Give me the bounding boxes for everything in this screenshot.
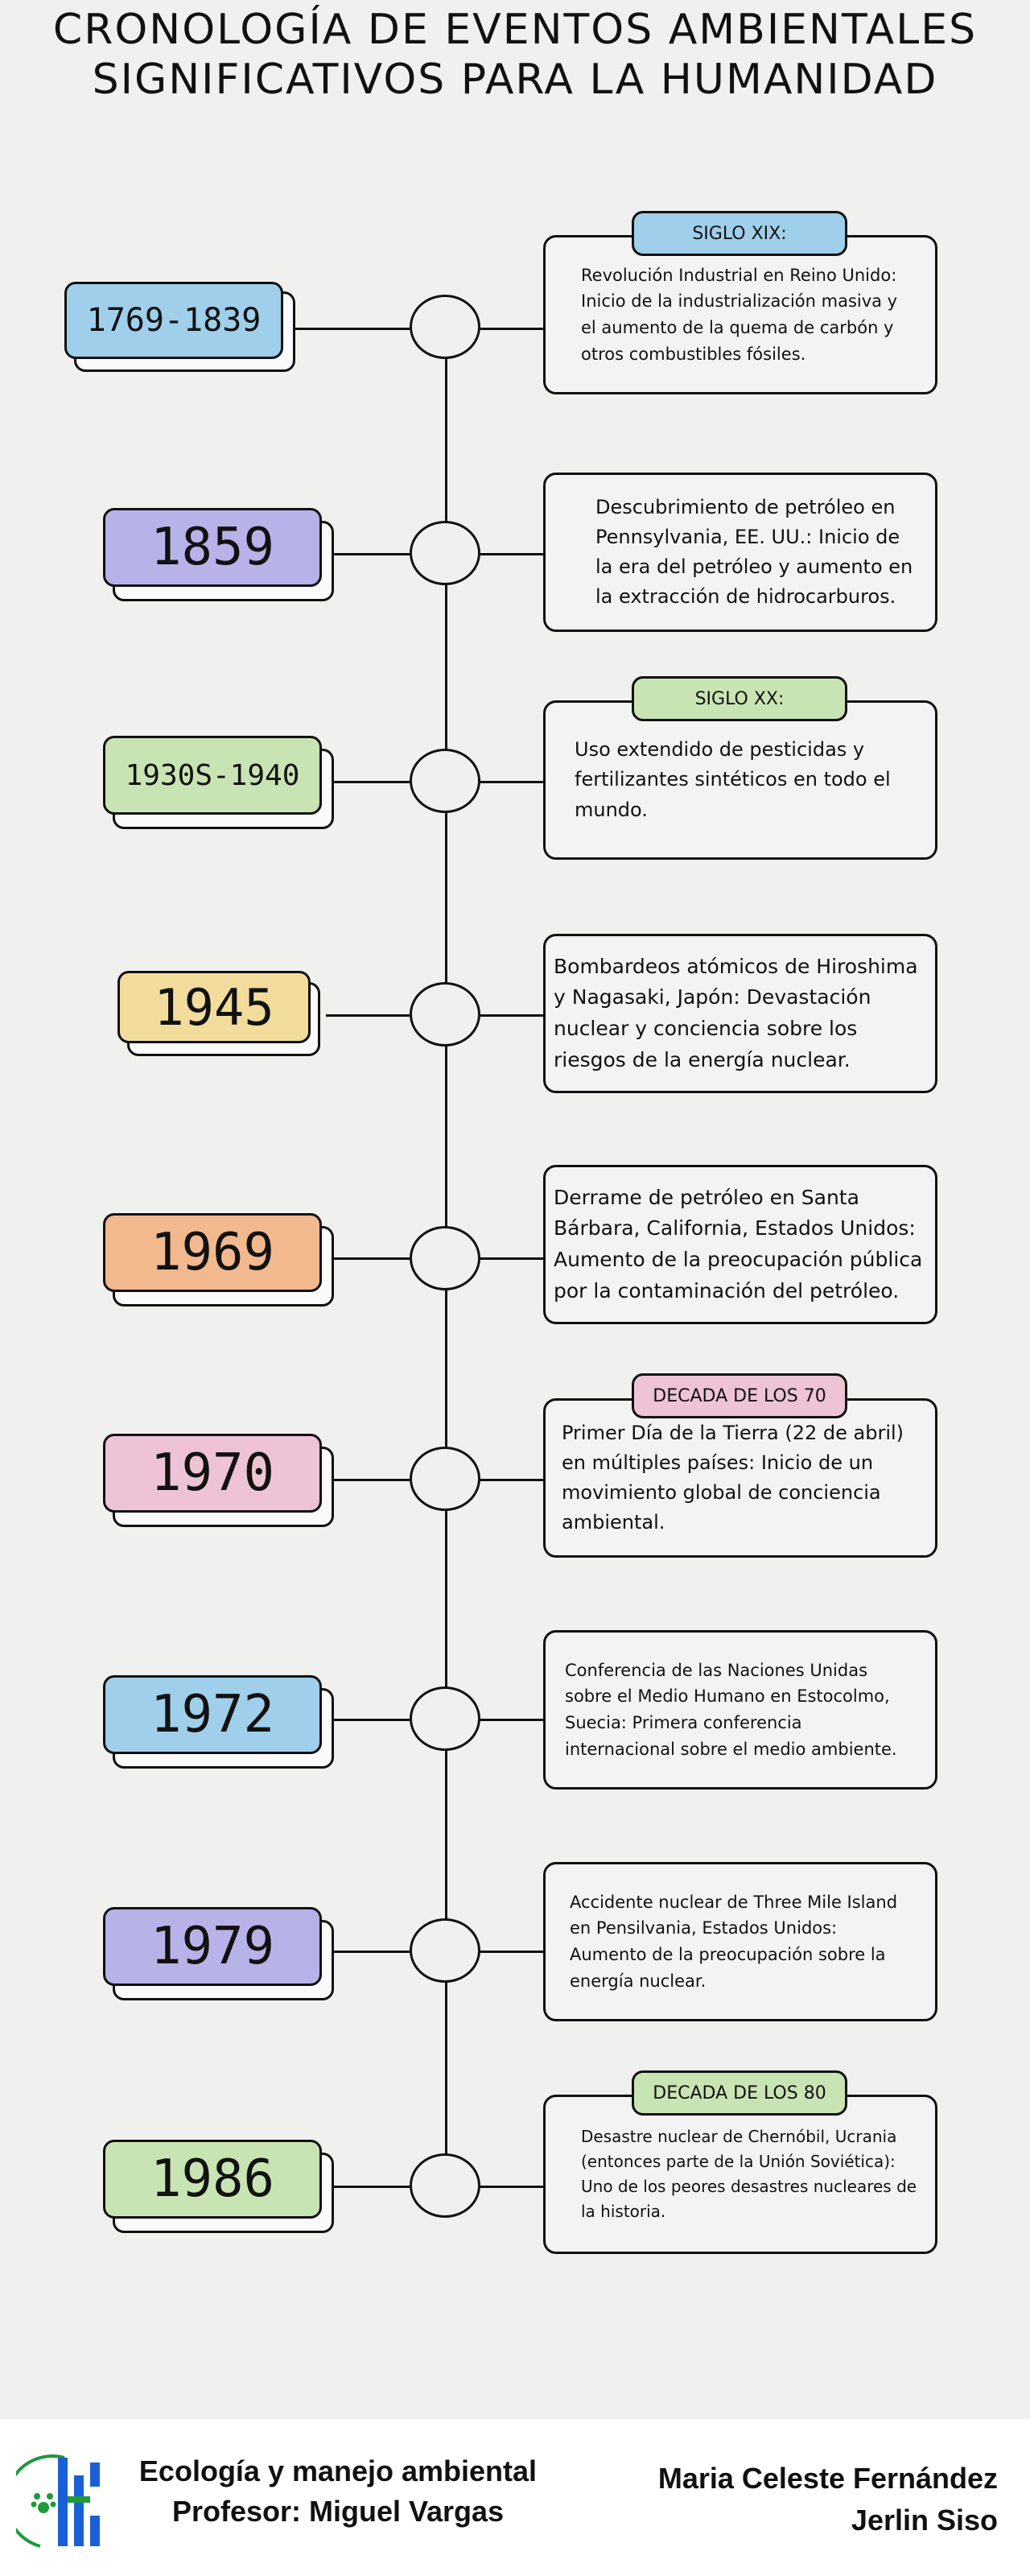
timeline-event — [0, 700, 1030, 861]
timeline-node — [410, 1686, 480, 1751]
timeline-node — [410, 982, 480, 1046]
professor-name: Profesor: Miguel Vargas — [171, 2495, 505, 2528]
event-description: Descubrimiento de petróleo en Pennsylvania, EE. UU.: Inicio de la era del petróleo y aumento en la extracción de hidrocarburos. — [595, 495, 913, 609]
era-tag: SIGLO XIX: — [632, 211, 847, 256]
timeline-node — [410, 1918, 480, 1983]
event-description-box — [543, 1165, 937, 1324]
date-box: 1769-1839 — [64, 282, 283, 359]
connector — [330, 1719, 410, 1721]
event-description: Derrame de petróleo en Santa Bárbara, California, Estados Unidos: Aumento de la preocupación pública por la contaminación del petróleo. — [554, 1185, 923, 1302]
connector — [326, 1014, 410, 1017]
event-description-box — [543, 1398, 937, 1558]
event-description-box — [543, 1862, 937, 2021]
era-tag: DECADA DE LOS 80 — [632, 2070, 847, 2116]
event-description-box — [543, 1630, 937, 1790]
era-tag: SIGLO XX: — [632, 676, 847, 721]
connector — [294, 328, 410, 330]
event-description: Desastre nuclear de Chernóbil, Ucrania (entonces parte de la Unión Soviética): Uno de los peores desastres nucleares de la historia. — [581, 2127, 917, 2221]
timeline-node — [410, 2153, 480, 2218]
date-box: 1972 — [103, 1675, 322, 1754]
connector — [330, 1257, 410, 1260]
event-description: Primer Día de la Tierra (22 de abril) en múltiples países: Inicio de un movimiento global de conciencia ambiental. — [562, 1421, 904, 1534]
university-logo-icon — [16, 2451, 113, 2556]
timeline-event — [0, 1398, 1030, 1559]
timeline-event — [0, 934, 1030, 1095]
event-description: Conferencia de las Naciones Unidas sobre el Medio Humano en Estocolmo, Suecia: Primera conferencia internacional sobre el medio ambiente. — [565, 1660, 897, 1759]
event-description-box — [543, 934, 937, 1093]
date-box: 1930S-1940 — [103, 736, 322, 815]
event-description: Bombardeos atómicos de Hiroshima y Nagasaki, Japón: Devastación nuclear y conciencia sobre los riesgos de la energía nuclear. — [554, 954, 918, 1071]
author-name: Jerlin Siso — [851, 2504, 998, 2537]
connector — [480, 1479, 543, 1481]
date-box: 1969 — [103, 1213, 322, 1292]
date-box: 1970 — [103, 1434, 322, 1513]
connector — [480, 328, 543, 330]
event-description-box — [543, 2095, 937, 2254]
connector — [326, 781, 410, 783]
date-box: 1986 — [103, 2140, 322, 2219]
event-description: Accidente nuclear de Three Mile Island en Pensilvania, Estados Unidos: Aumento de la preocupación sobre la energía nuclear. — [570, 1892, 898, 1991]
connector — [480, 1719, 543, 1721]
timeline-event — [0, 1165, 1030, 1326]
timeline-node — [410, 749, 480, 813]
connector — [330, 1479, 410, 1481]
timeline-event — [0, 2095, 1030, 2256]
timeline-node — [410, 295, 480, 359]
date-box: 1859 — [103, 508, 322, 587]
course-info — [121, 2451, 555, 2532]
date-box: 1979 — [103, 1907, 322, 1986]
page-title: CRONOLOGÍA DE EVENTOS AMBIENTALES SIGNIFICATIVOS PARA LA HUMANIDAD — [52, 6, 978, 104]
authors — [658, 2458, 998, 2541]
author-name: Maria Celeste Fernández — [657, 2462, 998, 2495]
event-description-box — [543, 235, 937, 394]
timeline-event — [0, 473, 1030, 634]
connector — [480, 1257, 543, 1260]
connector — [480, 781, 543, 783]
timeline-event — [0, 1862, 1030, 2023]
timeline-node — [410, 1226, 480, 1290]
connector — [480, 1951, 543, 1953]
event-description: Revolución Industrial en Reino Unido: Inicio de la industrialización masiva y el aumento de la quema de carbón y otros combustibles fósiles. — [581, 265, 898, 364]
timeline-node — [410, 1447, 480, 1511]
era-tag: DECADA DE LOS 70 — [632, 1373, 847, 1418]
connector — [330, 1951, 410, 1953]
event-description-box — [543, 700, 937, 860]
event-description: Uso extendido de pesticidas y fertilizantes sintéticos en todo el mundo. — [575, 738, 891, 821]
timeline-event — [0, 235, 1030, 396]
timeline-event — [0, 1630, 1030, 1791]
connector — [330, 553, 410, 555]
connector — [480, 1014, 543, 1017]
course-name: Ecología y manejo ambiental — [138, 2454, 538, 2487]
footer — [0, 2419, 1030, 2576]
timeline-node — [410, 521, 480, 585]
connector — [330, 2186, 410, 2188]
event-description-box — [543, 473, 937, 632]
date-box: 1945 — [117, 971, 311, 1043]
connector — [480, 553, 543, 555]
connector — [480, 2186, 543, 2188]
